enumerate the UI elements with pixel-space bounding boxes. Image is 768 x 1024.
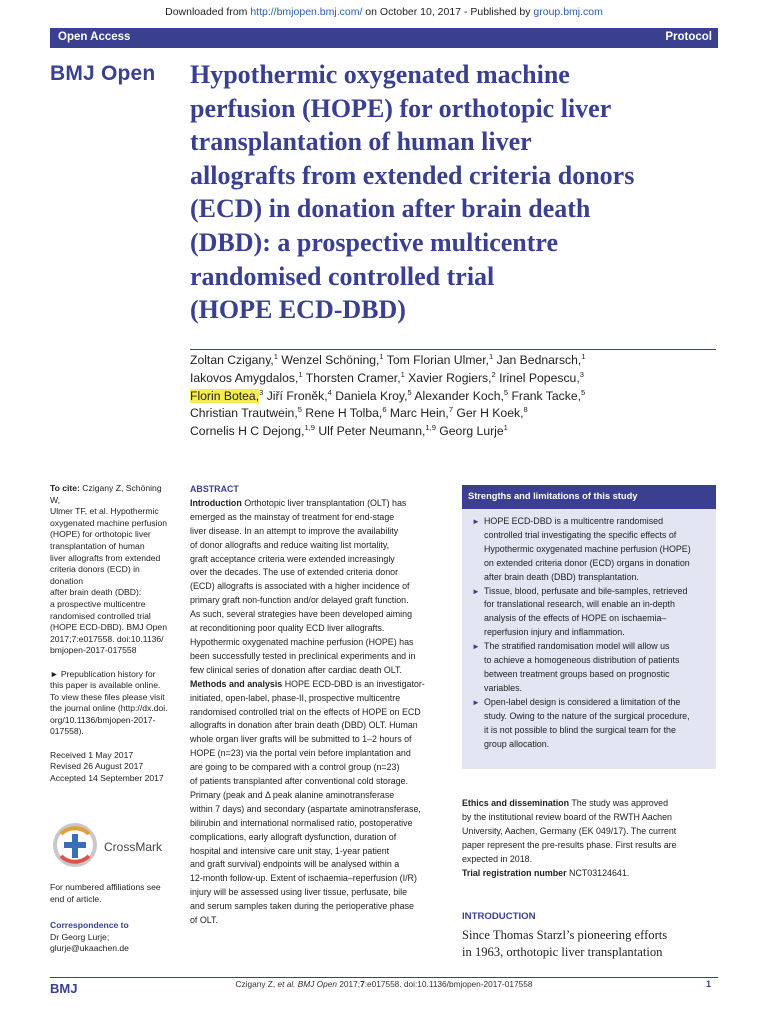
title-line: (ECD) in donation after brain death: [190, 194, 591, 224]
abstract-line: and graft survival) endpoints will be analysed within a: [190, 859, 400, 870]
correspondence: [50, 920, 175, 955]
cite-line: Ulmer TF, et al. Hypothermic: [50, 506, 159, 517]
prepub-link[interactable]: 017558).: [50, 726, 84, 737]
abstract-line: Introduction Orthotopic liver transplantation (OLT) has: [190, 497, 407, 508]
author-line: Florin Botea,$^3$ Jiří Froněk,$^4$ Daniela Kroy,$^5$ Alexander Koch,$^5$ Frank Tacke,$^5$: [190, 387, 586, 403]
footer-divider: [50, 977, 718, 978]
highlighted-author: Florin Botea,: [190, 388, 260, 403]
abstract-line: injury will be assessed using liver tissue, perfusate, bile: [190, 887, 408, 898]
ethics-line: expected in 2018.: [462, 853, 533, 864]
group-bmj-link[interactable]: group.bmj.com: [533, 6, 603, 18]
ethics-line: paper represent the pre-results phase. First results are: [462, 839, 677, 850]
prepub-link[interactable]: org/10.1136/bmjopen-2017-: [50, 714, 156, 725]
abstract-line: complications, early allograft dysfunction, duration of: [190, 831, 397, 842]
download-notice: [0, 6, 768, 18]
cite-line: randomised controlled trial: [50, 610, 151, 621]
abstract-line: over the decades. The use of extended criteria donor: [190, 567, 399, 578]
abstract-line: are going to be compared with a control group (n=23): [190, 762, 400, 773]
download-middle: on October 10, 2017 - Published by: [362, 6, 534, 18]
abstract: [190, 483, 440, 928]
list-item: ► Open-label design is considered a limitation of the study. Owing to the nature of the surgical procedure, it is not possible to blind the surgical team for the group allocation.: [472, 696, 690, 749]
correspondence-email[interactable]: glurje@ukaachen.de: [50, 943, 129, 954]
header-band: [50, 28, 718, 48]
bullet-arrow-icon: ►: [472, 586, 480, 596]
intro-line: in 1963, orthotopic liver transplantation: [462, 945, 663, 960]
title-line: (HOPE ECD-DBD): [190, 295, 406, 325]
abstract-heading: ABSTRACT: [190, 484, 239, 494]
footer-citation: Czigany Z, et al. BMJ Open 2017;7:e017558. doi:10.1136/bmjopen-2017-017558: [235, 979, 533, 989]
page-number: 1: [706, 979, 712, 989]
cite-line: transplantation of human: [50, 540, 145, 551]
abstract-line: Methods and analysis HOPE ECD-DBD is an investigator-: [190, 678, 425, 689]
author-line: Iakovos Amygdalos,$^1$ Thorsten Cramer,$^1$ Xavier Rogiers,$^2$ Irinel Popescu,$^3$: [190, 369, 584, 385]
ethics-line: by the institutional review board of the RWTH Aachen: [462, 811, 672, 822]
abstract-line: HOPE (n=23) via the portal vein before implantation and: [190, 748, 411, 759]
abstract-line: liver disease. In an attempt to improve the availability: [190, 525, 399, 536]
list-item: ► HOPE ECD-DBD is a multicentre randomised controlled trial investigating the specific effects of Hypothermic oxygenated machine perfusion (HOPE) on extended criteria donor (ECD) organs in donation after brain death (DBD) transplantation.: [472, 516, 691, 582]
author-divider: [190, 349, 716, 350]
prepub-line: To view these files please visit: [50, 691, 165, 702]
author-list: [190, 352, 720, 441]
title-line: transplantation of human liver: [190, 127, 532, 157]
abstract-line: within 7 days) and secondary (aspartate aminotransferase,: [190, 803, 421, 814]
article-sidebar: [50, 483, 170, 784]
ethics-line: Ethics and dissemination The study was approved: [462, 798, 669, 808]
intro-line: Since Thomas Starzl’s pioneering efforts: [462, 928, 668, 942]
abstract-line: and serum samples taken during the perioperative phase: [190, 901, 414, 912]
bullet-arrow-icon: ►: [472, 642, 480, 652]
abstract-line: emerged as the mainstay of treatment for end-stage: [190, 511, 395, 522]
title-line: randomised controlled trial: [190, 261, 495, 291]
abstract-line: Primary (peak and Δ peak alanine aminotransferase: [190, 789, 395, 800]
title-line: (DBD): a prospective multicentre: [190, 227, 559, 257]
prepub-link[interactable]: the journal online (http://dx.doi.: [50, 703, 168, 714]
journal-logo: BMJ Open: [50, 62, 156, 85]
prepub-line: this paper is available online.: [50, 680, 161, 691]
prepub-line: ► Prepublication history for: [50, 668, 156, 679]
open-access-label: Open Access: [58, 31, 131, 43]
title-line: Hypothermic oxygenated machine: [190, 60, 570, 89]
crossmark-icon: [52, 822, 98, 872]
bullet-arrow-icon: ►: [472, 697, 480, 707]
ethics-section: [462, 797, 718, 880]
abstract-line: hospital and intensive care unit stay, 1-year patient: [190, 845, 390, 856]
trial-registration: Trial registration number NCT03124641.: [462, 867, 630, 878]
introduction-heading: INTRODUCTION: [462, 911, 536, 922]
abstract-line: been successfully tested in preclinical experiments and in: [190, 650, 416, 661]
abstract-line: initiated, open-label, phase-II, prospective multicentre: [190, 692, 401, 703]
crossmark-badge[interactable]: [50, 822, 180, 874]
abstract-line: primary graft non-function and/or delayed graft function.: [190, 595, 409, 606]
cite-line: bmjopen-2017-017558: [50, 645, 137, 656]
title-line: perfusion (HOPE) for orthotopic liver: [190, 93, 612, 123]
revised-date: Revised 26 August 2017: [50, 761, 144, 772]
introduction-body: [462, 927, 718, 962]
crossmark-label: CrossMark: [104, 840, 163, 854]
abstract-line: at reconditioning poor quality ECD liver allografts.: [190, 623, 385, 634]
cite-line: a prospective multicentre: [50, 598, 146, 609]
bullet-arrow-icon: ►: [472, 517, 480, 526]
abstract-line: whole organ liver grafts will be submitted to 1–2 hours of: [190, 734, 412, 745]
abstract-line: (ECD) allografts is associated with a higher incidence of: [190, 581, 410, 592]
abstract-line: allografts in donation after brain death (DBD) OLT. Human: [190, 720, 418, 731]
article-title: [190, 58, 700, 327]
author-line: Zoltan Czigany,$^1$ Wenzel Schöning,$^1$ Tom Florian Ulmer,$^1$ Jan Bednarsch,$^1$: [190, 351, 586, 367]
correspondence-label: Correspondence to: [50, 920, 129, 930]
strengths-heading: Strengths and limitations of this study: [462, 485, 716, 509]
cite-line: liver allografts from extended: [50, 552, 161, 563]
accepted-date: Accepted 14 September 2017: [50, 772, 164, 783]
cite-line: (HOPE ECD-DBD). BMJ Open: [50, 622, 167, 633]
cite-line: To cite: Czigany Z, Schöning W,: [50, 483, 162, 505]
cite-line: criteria donors (ECD) in donation: [50, 564, 140, 586]
abstract-line: of patients transplanted after conventional cold storage.: [190, 776, 409, 787]
abstract-line: few clinical series of donation after cardiac death OLT.: [190, 664, 402, 675]
received-date: Received 1 May 2017: [50, 749, 134, 760]
abstract-line: graft acceptance criteria were extended increasingly: [190, 553, 395, 564]
cite-line: 2017;7:e017558. doi:10.1136/: [50, 633, 164, 644]
abstract-line: randomised controlled trial on the effects of HOPE on ECD: [190, 706, 421, 717]
abstract-line: of donor allografts and reduce waiting list mortality,: [190, 539, 390, 550]
abstract-line: of OLT.: [190, 915, 218, 926]
strengths-list: [470, 515, 712, 751]
strengths-limitations-box: [462, 485, 716, 769]
ethics-line: University, Aachen, Germany (EK 049/17). The current: [462, 825, 677, 836]
bmj-footer-logo: BMJ: [50, 981, 78, 996]
cite-line: after brain death (DBD):: [50, 587, 142, 598]
list-item: ► Tissue, blood, perfusate and bile-samples, retrieved for translational research, will enable an in-depth analysis of the effects of HOPE on ischaemia– reperfusion injury and inflammation.: [472, 585, 688, 638]
cite-line: (HOPE) for orthotopic liver: [50, 529, 151, 540]
bmjopen-link[interactable]: http://bmjopen.bmj.com/: [250, 6, 363, 18]
title-line: allografts from extended criteria donors: [190, 160, 635, 190]
author-line: Christian Trautwein,$^5$ Rene H Tolba,$^6$ Marc Hein,$^7$ Ger H Koek,$^8$: [190, 405, 528, 421]
download-prefix: Downloaded from: [165, 6, 251, 18]
abstract-line: As such, several strategies have been developed aiming: [190, 609, 413, 620]
abstract-line: Hypothermic oxygenated machine perfusion (HOPE) has: [190, 636, 414, 647]
correspondence-name: Dr Georg Lurje;: [50, 931, 110, 942]
list-item: ► The stratified randomisation model will allow us to achieve a homogeneous distribution of patients between treatment groups based on prognostic variables.: [472, 641, 680, 693]
affiliation-note: For numbered affiliations see end of article.: [50, 882, 161, 904]
article-type-label: Protocol: [665, 31, 712, 43]
author-line: Cornelis H C Dejong,$^{1,9}$ Ulf Peter Neumann,$^{1,9}$ Georg Lurje$^1$: [190, 423, 508, 439]
abstract-line: 12-month follow-up. Extent of ischaemia–reperfusion (I/R): [190, 873, 417, 884]
cite-line: oxygenated machine perfusion: [50, 517, 168, 528]
abstract-line: bilirubin and international normalised ratio, postoperative: [190, 817, 413, 828]
